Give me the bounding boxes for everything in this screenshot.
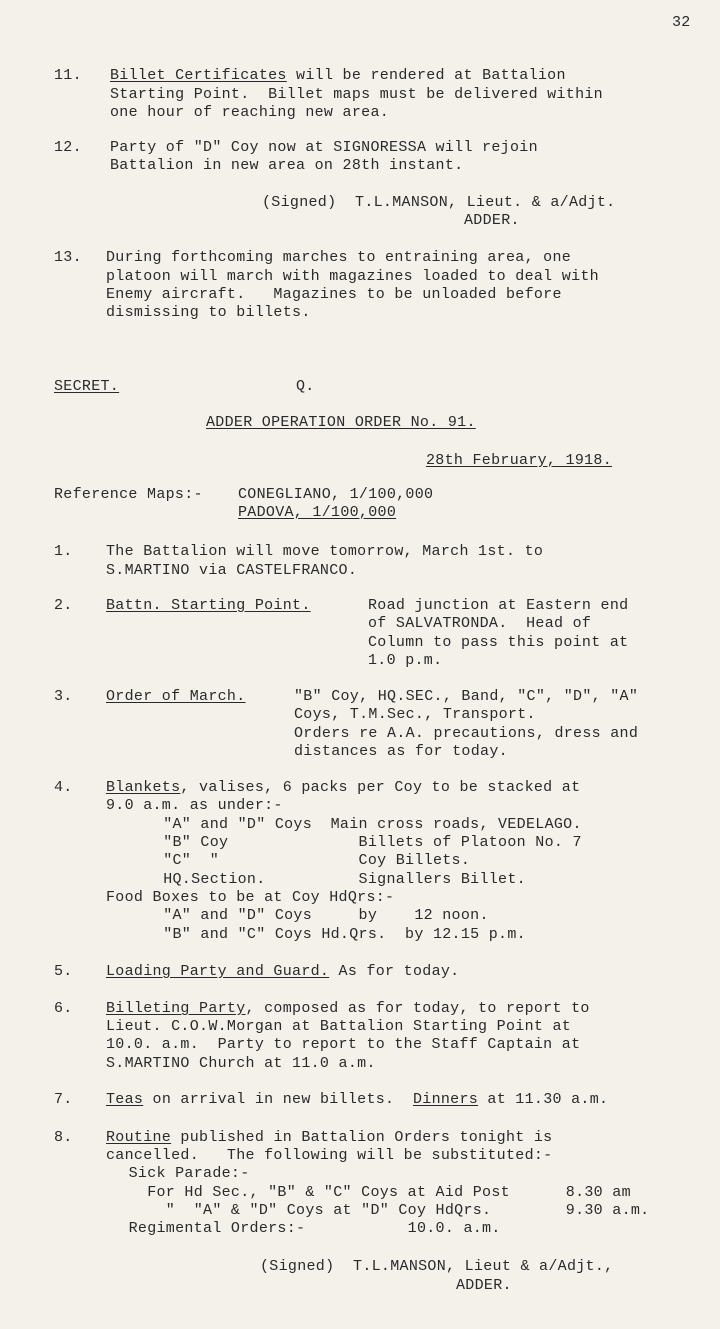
item-7-mid: on arrival in new billets. [143,1091,413,1108]
item-2-line-1: Road junction at Eastern end [368,597,629,614]
item-7-line [106,1091,608,1109]
item-12-number: 12. [54,139,82,156]
item-8-line-3: Sick Parade:- [110,1165,250,1182]
item-3-line-1: "B" Coy, HQ.SEC., Band, "C", "D", "A" [294,688,639,705]
item-3-line-3: Orders re A.A. precautions, dress and [294,725,639,742]
item-13-line-4: dismissing to billets. [106,304,311,321]
item-11-number: 11. [54,67,82,84]
item-8-line-5: " "A" & "D" Coys at "D" Coy HdQrs. 9.30 a.m. [110,1202,650,1219]
item-5-text: As for today. [329,963,460,980]
item-1-number: 1. [54,543,73,560]
item-5-line [106,963,459,981]
item-8-line-2: cancelled. The following will be substituted:- [106,1147,553,1164]
item-6-text: , composed as for today, to report to [245,1000,590,1017]
item-6-line-3: 10.0. a.m. Party to report to the Staff Captain at [106,1036,581,1053]
item-4-line-4: "B" Coy Billets of Platoon No. 7 [126,834,582,851]
item-13-line-1: During forthcoming marches to entraining area, one [106,249,572,266]
item-3-line-4: distances as for today. [294,743,508,760]
item-4-line-1 [106,779,580,797]
item-5-number: 5. [54,963,73,980]
item-6-line-1 [106,1000,590,1018]
item-11-line-3: one hour of reaching new area. [110,104,390,121]
item-11-line-1 [110,67,566,85]
item-7-heading: Teas [106,1091,144,1108]
item-3-heading: Order of March. [106,688,246,705]
item-13-line-2: platoon will march with magazines loaded to deal with [106,268,599,285]
item-12-line-2: Battalion in new area on 28th instant. [110,157,464,174]
item-7-number: 7. [54,1091,73,1108]
item-7-heading-2: Dinners [412,1091,479,1108]
item-4-line-9: "B" and "C" Coys Hd.Qrs. by 12.15 p.m. [126,926,526,943]
item-8-text: published in Battalion Orders tonight is [171,1129,553,1146]
reference-map-1: CONEGLIANO, 1/100,000 [238,486,434,503]
item-11-line-2: Starting Point. Billet maps must be delivered within [110,86,603,103]
item-2-line-2: of SALVATRONDA. Head of [368,615,592,632]
item-7-tail: at 11.30 a.m. [478,1091,609,1108]
item-3-number: 3. [54,688,73,705]
reference-label: Reference Maps:- [54,486,203,503]
item-2-line-3: Column to pass this point at [368,634,629,651]
signature-unit: ADDER. [464,212,520,229]
order-title: ADDER OPERATION ORDER No. 91. [206,414,476,431]
order-date: 28th February, 1918. [426,452,613,469]
item-5-heading: Loading Party and Guard. [106,963,330,980]
item-4-line-6: HQ.Section. Signallers Billet. [126,871,526,888]
item-4-line-5: "C" " Coy Billets. [126,852,471,869]
item-1-line-2: S.MARTINO via CASTELFRANCO. [106,562,358,579]
item-1-line-1: The Battalion will move tomorrow, March 1st. to [106,543,544,560]
item-4-heading: Blankets [106,779,181,796]
classification: SECRET. [54,378,120,395]
item-8-line-4: For Hd Sec., "B" & "C" Coys at Aid Post 8.30 am [110,1184,631,1201]
item-8-line-6: Regimental Orders:- 10.0. a.m. [110,1220,501,1237]
item-8-number: 8. [54,1129,73,1146]
item-4-text: , valises, 6 packs per Coy to be stacked at [180,779,581,796]
item-3-line-2: Coys, T.M.Sec., Transport. [294,706,536,723]
item-13-number: 13. [54,249,82,266]
item-4-line-3: "A" and "D" Coys Main cross roads, VEDELAGO. [126,816,582,833]
item-13-line-3: Enemy aircraft. Magazines to be unloaded before [106,286,562,303]
signature-line: (Signed) T.L.MANSON, Lieut. & a/Adjt. [262,194,616,211]
item-2-line-4: 1.0 p.m. [368,652,443,669]
item-8-line-1 [106,1129,553,1147]
reference-map-2: PADOVA, 1/100,000 [238,504,397,521]
item-8-heading: Routine [106,1129,172,1146]
item-6-number: 6. [54,1000,73,1017]
copy-mark: Q. [296,378,315,395]
item-4-line-2: 9.0 a.m. as under:- [106,797,283,814]
closing-unit: ADDER. [456,1277,512,1294]
item-4-number: 4. [54,779,73,796]
item-2-number: 2. [54,597,73,614]
item-6-line-2: Lieut. C.O.W.Morgan at Battalion Starting Point at [106,1018,572,1035]
item-11-heading: Billet Certificates [110,67,287,84]
item-6-heading: Billeting Party [106,1000,246,1017]
item-4-line-7: Food Boxes to be at Coy HdQrs:- [106,889,395,906]
item-12-line-1: Party of "D" Coy now at SIGNORESSA will rejoin [110,139,538,156]
page-number: 32 [672,14,691,31]
item-6-line-4: S.MARTINO Church at 11.0 a.m. [106,1055,376,1072]
item-11-text: will be rendered at Battalion [286,67,566,84]
closing-signature: (Signed) T.L.MANSON, Lieut & a/Adjt., [260,1258,614,1275]
item-2-heading: Battn. Starting Point. [106,597,311,614]
item-4-line-8: "A" and "D" Coys by 12 noon. [126,907,489,924]
